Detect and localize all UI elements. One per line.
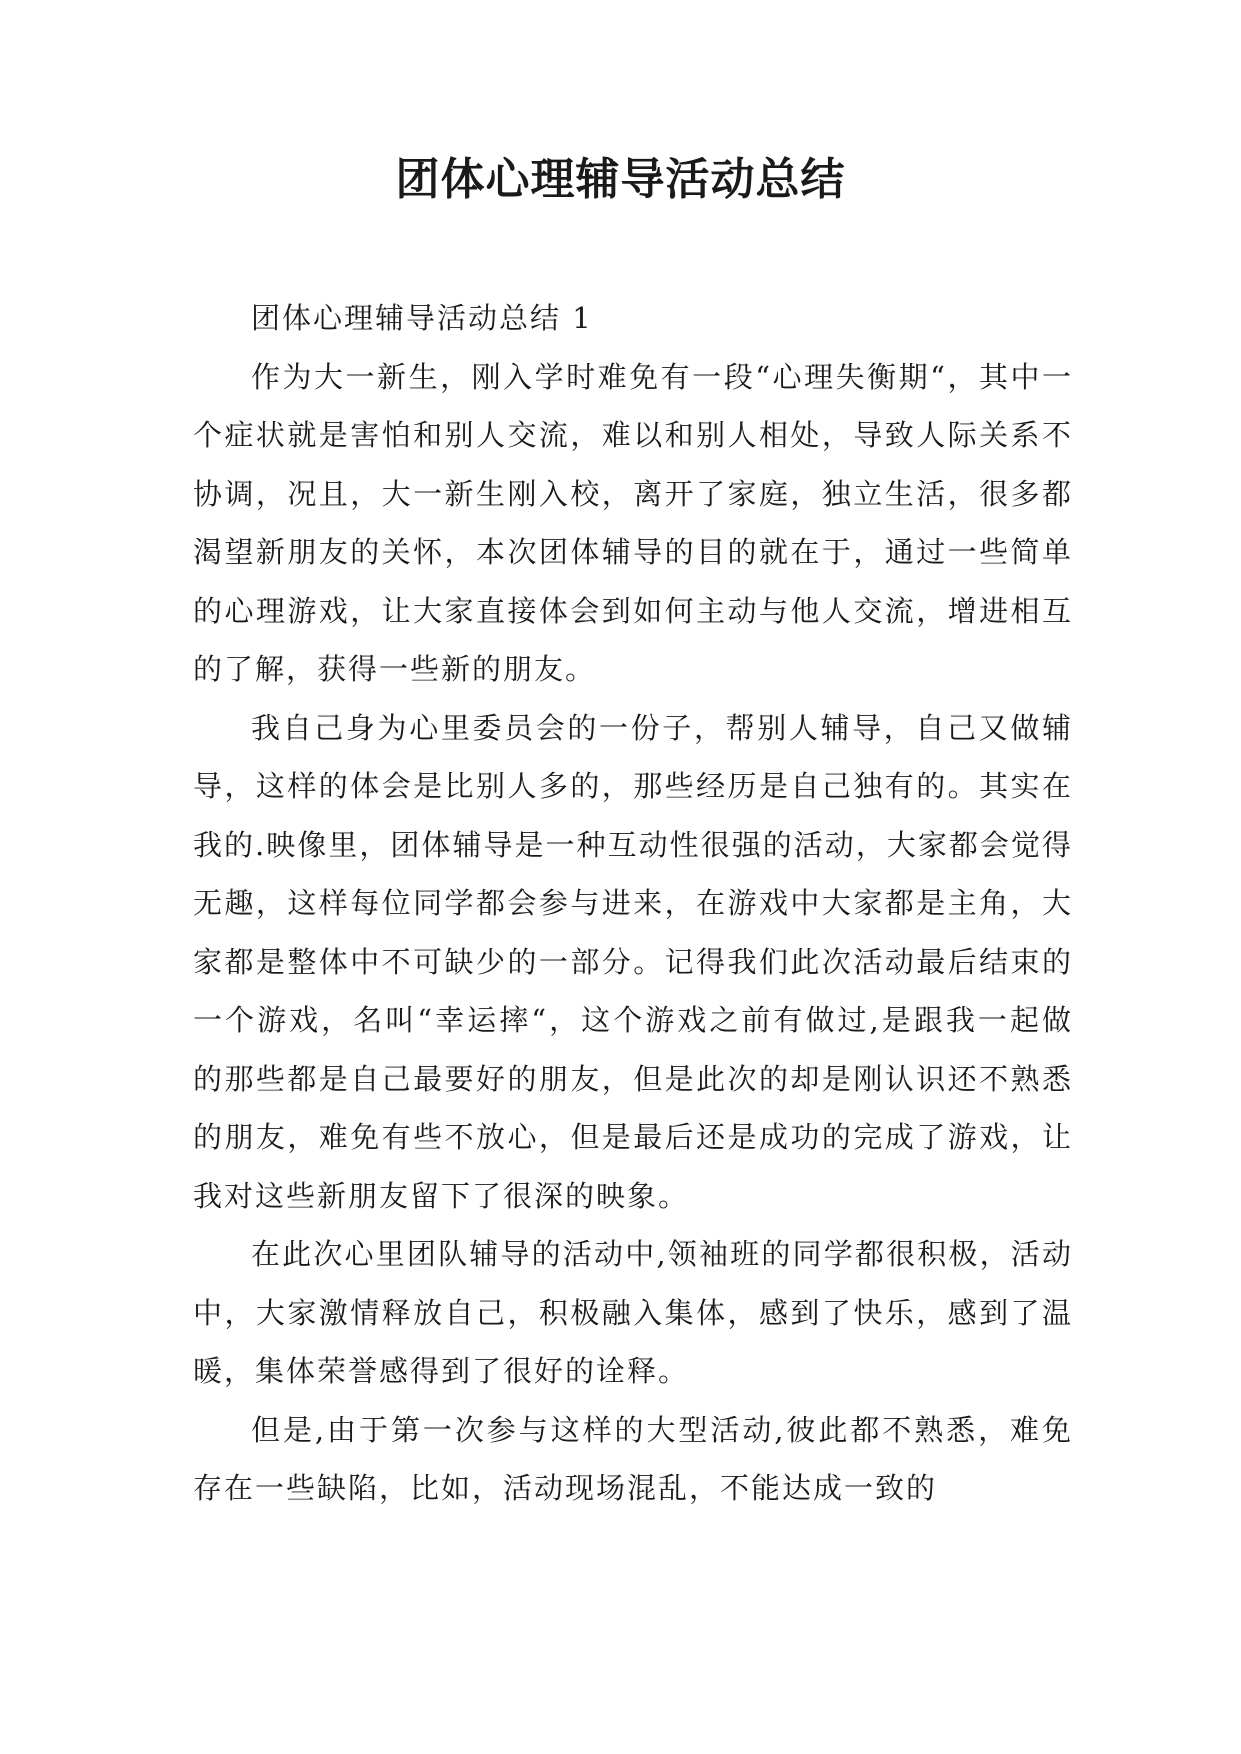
- section-heading: 团体心理辅导活动总结 1: [251, 301, 593, 335]
- document-title: 团体心理辅导活动总结: [395, 154, 846, 205]
- paragraph-4: 但是,由于第一次参与这样的大型活动,彼此都不熟悉，难免存在一些缺陷，比如，活动现场混乱，不能达成一致的: [193, 1412, 1073, 1505]
- paragraph-3: 在此次心里团队辅导的活动中,领袖班的同学都很积极，活动中，大家激情释放自己，积极融入集体，感到了快乐，感到了温暖，集体荣誉感得到了很好的诠释。: [193, 1237, 1073, 1388]
- document-body: [193, 289, 1073, 1518]
- paragraph-1: 作为大一新生，刚入学时难免有一段“心理失衡期“，其中一个症状就是害怕和别人交流，难以和别人相处，导致人际关系不协调，况且，大一新生刚入校，离开了家庭，独立生活，很多都渴望新朋友的关怀，本次团体辅导的目的就在于，通过一些简单的心理游戏，让大家直接体会到如何主动与他人交流，增进相互的了解，获得一些新的朋友。: [193, 359, 1073, 686]
- paragraph-2: 我自己身为心里委员会的一份子，帮别人辅导，自己又做辅导，这样的体会是比别人多的，那些经历是自己独有的。其实在我的.映像里，团体辅导是一种互动性很强的活动，大家都会觉得无趣，这样每位同学都会参与进来，在游戏中大家都是主角，大家都是整体中不可缺少的一部分。记得我们此次活动最后结束的一个游戏，名叫“幸运摔“，这个游戏之前有做过,是跟我一起做的那些都是自己最要好的朋友，但是此次的却是刚认识还不熟悉的朋友，难免有些不放心，但是最后还是成功的完成了游戏，让我对这些新朋友留下了很深的映象。: [193, 710, 1073, 1213]
